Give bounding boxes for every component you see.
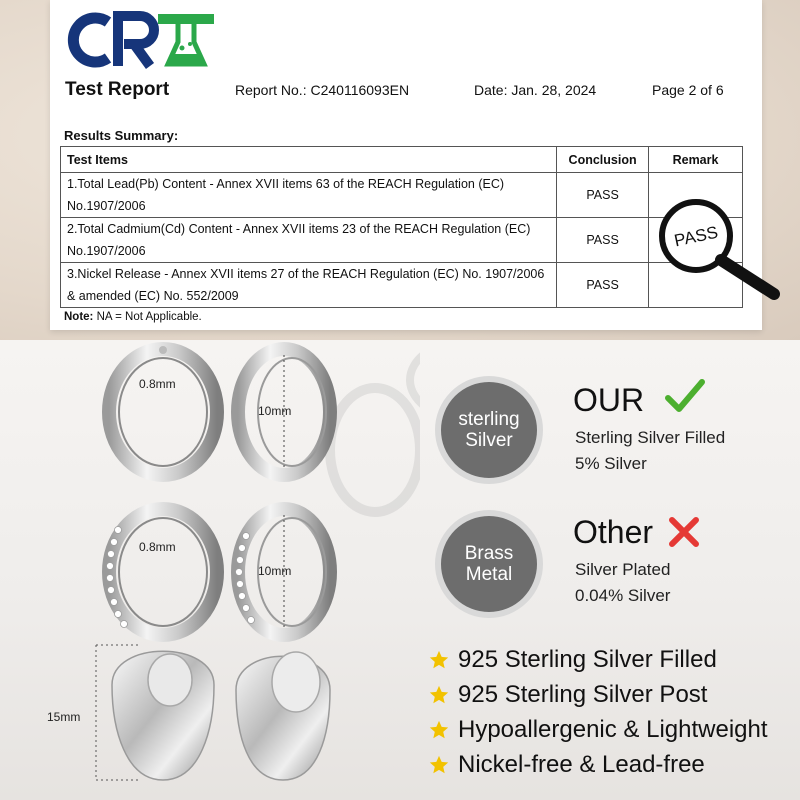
other-material-line: Silver Plated [575, 560, 671, 579]
sterling-silver-badge [435, 376, 543, 484]
list-item [428, 677, 768, 712]
test-item-cell: 3.Nickel Release - Annex XVII items 27 of the REACH Regulation (EC) No. 1907/2006 & amended (EC) No. 552/2009 [61, 263, 557, 308]
feature-list [428, 642, 768, 782]
wire-thickness-label: 0.8mm [139, 377, 176, 391]
note-label: Note: [64, 311, 94, 323]
magnifier-icon [656, 198, 786, 304]
brass-metal-badge [435, 510, 543, 618]
our-silver-percent: 5% Silver [575, 454, 647, 473]
report-date: Date: Jan. 28, 2024 [474, 82, 597, 98]
hoop-height-label: 15mm [47, 710, 81, 724]
test-item-cell: 2.Total Cadmium(Cd) Content - Annex XVII items 23 of the REACH Regulation (EC) No.1907/2006 [61, 218, 557, 263]
feature-text: 925 Sterling Silver Filled [458, 645, 717, 673]
cz-hoop-earring-front [107, 509, 218, 635]
report-title: Test Report [65, 79, 170, 100]
note-text: NA = Not Applicable. [93, 311, 202, 323]
column-header: Test Items [61, 147, 557, 173]
table-row [61, 218, 743, 263]
plain-hoop-earring-front [109, 346, 217, 475]
conclusion-cell: PASS [557, 173, 649, 218]
badge-line: Brass [464, 543, 514, 564]
star-icon [428, 684, 450, 706]
our-heading: OUR [573, 382, 645, 418]
badge-line: sterling [458, 409, 520, 430]
conclusion-cell: PASS [557, 218, 649, 263]
test-item-cell: 1.Total Lead(Pb) Content - Annex XVII items 63 of the REACH Regulation (EC) No.1907/2006 [61, 173, 557, 218]
pass-stamp: PASS [672, 222, 720, 251]
list-item [428, 642, 768, 677]
check-icon [664, 378, 706, 414]
results-table [60, 146, 743, 308]
badge-line: Silver [465, 430, 513, 451]
other-silver-percent: 0.04% Silver [575, 586, 671, 605]
hoop-height-label: 10mm [258, 404, 292, 418]
table-header-row [61, 147, 743, 173]
conclusion-cell: PASS [557, 263, 649, 308]
column-header: Remark [649, 147, 743, 173]
table-row [61, 173, 743, 218]
chunky-hoop-earring-front [112, 651, 214, 780]
table-row [61, 263, 743, 308]
wire-thickness-label: 0.8mm [139, 540, 176, 554]
list-item [428, 747, 768, 782]
feature-text: Nickel-free & Lead-free [458, 750, 705, 778]
crt-logo [60, 8, 220, 70]
star-icon [428, 719, 450, 741]
hoop-height-label: 10mm [258, 564, 292, 578]
star-icon [428, 649, 450, 671]
column-header: Conclusion [557, 147, 649, 173]
report-page-number: Page 2 of 6 [652, 82, 724, 98]
feature-text: Hypoallergenic & Lightweight [458, 715, 768, 743]
report-note [64, 311, 202, 323]
list-item [428, 712, 768, 747]
earrings-illustration [0, 340, 420, 800]
report-number: Report No.: C240116093EN [235, 82, 410, 98]
star-icon [428, 754, 450, 776]
cross-icon [666, 514, 702, 550]
other-heading: Other [573, 514, 654, 550]
our-material-line: Sterling Silver Filled [575, 428, 726, 447]
results-summary-title: Results Summary: [64, 128, 179, 143]
badge-line: Metal [465, 564, 513, 585]
chunky-hoop-earring-side [236, 652, 330, 780]
feature-text: 925 Sterling Silver Post [458, 680, 708, 708]
